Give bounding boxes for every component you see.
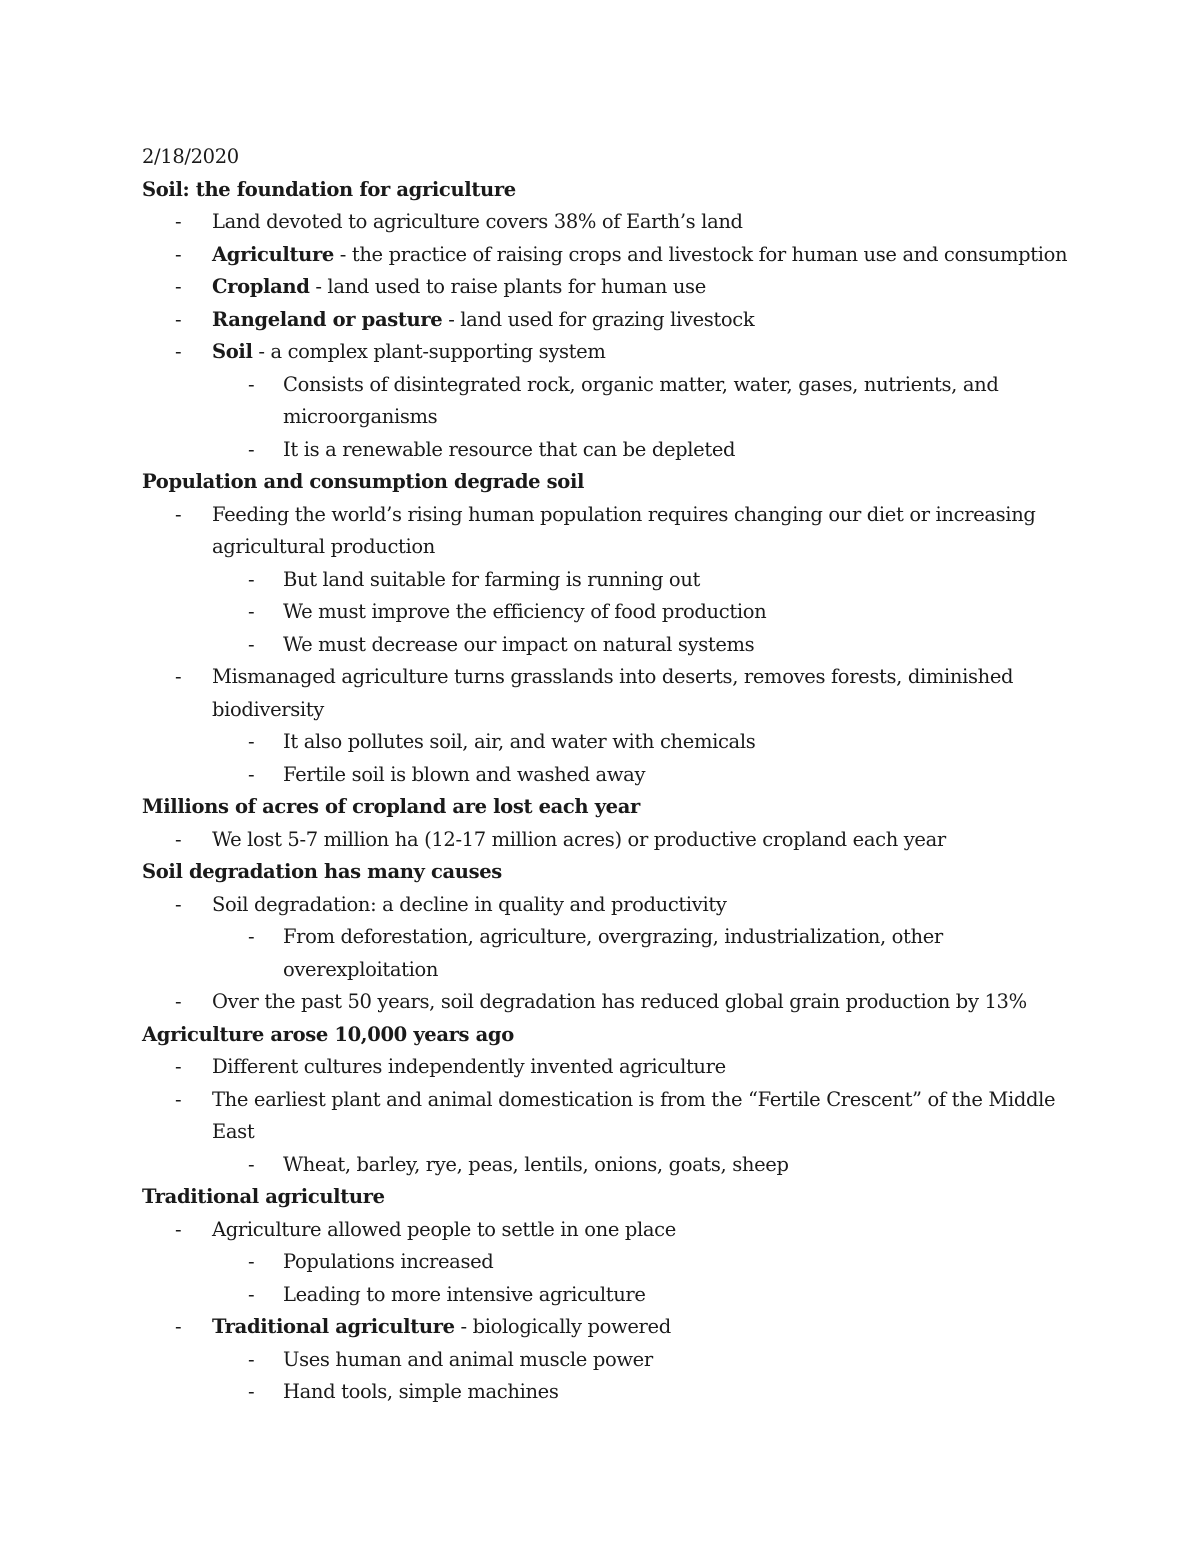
bullet-text [283, 1153, 789, 1176]
dash-bullet-icon: - [248, 1380, 255, 1403]
dash-bullet-icon: - [248, 1152, 255, 1176]
dash-bullet-icon: - [248, 730, 255, 753]
bullet-text [212, 1218, 676, 1241]
bullet-text-body: Uses human and animal muscle power [283, 1347, 653, 1371]
bullet-text-body: The earliest plant and animal domestication is from the “Fertile Crescent” of the Middle [212, 1087, 1056, 1111]
bullet-text-body: Populations increased [283, 1250, 494, 1273]
bullet-text-body: We lost 5-7 million ha (12-17 million acres) or productive cropland each year [212, 827, 946, 851]
sub-bullet-item [142, 1246, 1082, 1279]
bullet-text-continuation: biodiversity [212, 697, 324, 721]
bullet-text [283, 730, 755, 753]
bullet-text [283, 1348, 653, 1371]
bullet-text-body: - biologically powered [454, 1315, 671, 1338]
bullet-text [212, 243, 1067, 266]
dash-bullet-icon: - [248, 567, 255, 591]
bullet-text [283, 1250, 493, 1273]
bullet-text [212, 275, 706, 298]
dash-bullet-icon: - [248, 600, 255, 623]
bullet-text [212, 1088, 1055, 1111]
bullet-text [212, 893, 727, 916]
dash-bullet-icon: - [175, 210, 182, 233]
bullet-text-body: Hand tools, simple machines [283, 1380, 559, 1403]
dash-bullet-icon: - [248, 1250, 255, 1273]
bullet-text [283, 438, 735, 461]
bullet-text [283, 1283, 646, 1306]
bullet-text-continuation: East [212, 1120, 255, 1143]
bullet-text [212, 210, 743, 233]
dash-bullet-icon: - [175, 242, 182, 266]
bullet-text [283, 600, 766, 623]
bullet-text [212, 665, 1013, 688]
sub-bullet-item [142, 1279, 1082, 1312]
bullet-text [212, 990, 1027, 1013]
sub-bullet-item [142, 921, 1082, 986]
dash-bullet-icon: - [175, 892, 182, 916]
bullet-text [212, 503, 1036, 526]
bullet-text-body: - a complex plant-supporting system [252, 340, 606, 363]
bullet-text [212, 828, 946, 851]
bullet-text-body: - land used to raise plants for human use [309, 275, 706, 298]
sub-bullet-item [142, 759, 1082, 792]
bullet-text-body: Over the past 50 years, soil degradation has reduced global grain production by 13% [212, 990, 1027, 1013]
dash-bullet-icon: - [175, 307, 182, 331]
sub-bullet-item [142, 726, 1082, 759]
bullet-text [283, 925, 943, 948]
bullet-item [142, 661, 1082, 726]
dash-bullet-icon: - [175, 340, 182, 363]
dash-bullet-icon: - [248, 1282, 255, 1306]
bullet-text [283, 1380, 559, 1403]
bullet-item [142, 986, 1082, 1019]
bullet-item [142, 206, 1082, 239]
bullet-text-body: Wheat, barley, rye, peas, lentils, onions, goats, sheep [283, 1152, 789, 1176]
sub-bullet-item [142, 1149, 1082, 1182]
dash-bullet-icon: - [248, 762, 255, 786]
bullet-text-body: Mismanaged agriculture turns grasslands into deserts, removes forests, diminished [212, 665, 1014, 688]
section-heading: Millions of acres of cropland are lost each year [142, 795, 640, 818]
bullet-item [142, 824, 1082, 857]
sub-bullet-item [142, 369, 1082, 434]
bullet-text-body: But land suitable for farming is running out [283, 567, 701, 591]
bullet-text-body: From deforestation, agriculture, overgrazing, industrialization, other [283, 925, 943, 948]
section-heading: Soil: the foundation for agriculture [142, 177, 516, 201]
section-heading: Agriculture arose 10,000 years ago [142, 1022, 514, 1046]
dash-bullet-icon: - [248, 632, 255, 656]
bullet-text [283, 633, 754, 656]
dash-bullet-icon: - [248, 925, 255, 948]
sub-bullet-item [142, 596, 1082, 629]
bullet-text-body: We must decrease our impact on natural systems [283, 632, 755, 656]
bullet-item [142, 1084, 1082, 1149]
bullet-text-body: Fertile soil is blown and washed away [283, 762, 646, 786]
sub-bullet-item [142, 629, 1082, 662]
bullet-text [212, 308, 754, 331]
dash-bullet-icon: - [175, 1087, 182, 1111]
bullet-text [283, 763, 645, 786]
bullet-item [142, 499, 1082, 564]
section-heading: Traditional agriculture [142, 1185, 385, 1208]
bullet-item [142, 336, 1082, 369]
key-term: Rangeland or pasture [212, 307, 443, 331]
dash-bullet-icon: - [248, 372, 255, 396]
dash-bullet-icon: - [175, 1315, 182, 1338]
notes-body [142, 174, 1082, 1409]
bullet-text-body: It is a renewable resource that can be depleted [283, 437, 736, 461]
key-term: Cropland [212, 275, 310, 298]
sub-bullet-item [142, 434, 1082, 467]
key-term: Agriculture [212, 242, 334, 266]
key-term: Traditional agriculture [212, 1315, 455, 1338]
document-page [142, 141, 1082, 1409]
bullet-text-body: We must improve the efficiency of food production [283, 600, 767, 623]
dash-bullet-icon: - [175, 827, 182, 851]
bullet-text-continuation: agricultural production [212, 535, 435, 558]
sub-bullet-item [142, 1376, 1082, 1409]
bullet-text-body: Feeding the world’s rising human population requires changing our diet or increasing [212, 502, 1036, 526]
dash-bullet-icon: - [248, 1347, 255, 1371]
dash-bullet-icon: - [175, 502, 182, 526]
bullet-text [212, 1055, 726, 1078]
bullet-text-body: Different cultures independently invented agriculture [212, 1055, 726, 1078]
section-heading: Soil degradation has many causes [142, 860, 502, 883]
bullet-item [142, 1051, 1082, 1084]
bullet-text-continuation: overexploitation [283, 957, 439, 981]
bullet-text-body: Leading to more intensive agriculture [283, 1282, 646, 1306]
bullet-text-body: Agriculture allowed people to settle in one place [212, 1217, 676, 1241]
bullet-text-body: Consists of disintegrated rock, organic matter, water, gases, nutrients, and [283, 372, 999, 396]
dash-bullet-icon: - [248, 437, 255, 461]
dash-bullet-icon: - [175, 990, 182, 1013]
dash-bullet-icon: - [175, 1217, 182, 1241]
bullet-text [212, 1315, 671, 1338]
bullet-text-body: - land used for grazing livestock [442, 307, 755, 331]
bullet-item [142, 1214, 1082, 1247]
bullet-item [142, 1311, 1082, 1344]
sub-bullet-item [142, 1344, 1082, 1377]
bullet-item [142, 304, 1082, 337]
bullet-text-body: It also pollutes soil, air, and water with chemicals [283, 730, 756, 753]
bullet-text [212, 340, 605, 363]
document-date: 2/18/2020 [142, 145, 239, 168]
key-term: Soil [212, 340, 253, 363]
bullet-text-body: Soil degradation: a decline in quality and productivity [212, 892, 727, 916]
bullet-text-body: - the practice of raising crops and livestock for human use and consumption [333, 242, 1068, 266]
bullet-text [283, 373, 999, 396]
sub-bullet-item [142, 564, 1082, 597]
bullet-text [283, 568, 700, 591]
dash-bullet-icon: - [175, 1055, 182, 1078]
bullet-item [142, 271, 1082, 304]
dash-bullet-icon: - [175, 275, 182, 298]
bullet-item [142, 239, 1082, 272]
bullet-text-body: Land devoted to agriculture covers 38% of Earth’s land [212, 210, 743, 233]
bullet-text-continuation: microorganisms [283, 405, 438, 428]
dash-bullet-icon: - [175, 665, 182, 688]
section-heading: Population and consumption degrade soil [142, 470, 585, 493]
bullet-item [142, 889, 1082, 922]
